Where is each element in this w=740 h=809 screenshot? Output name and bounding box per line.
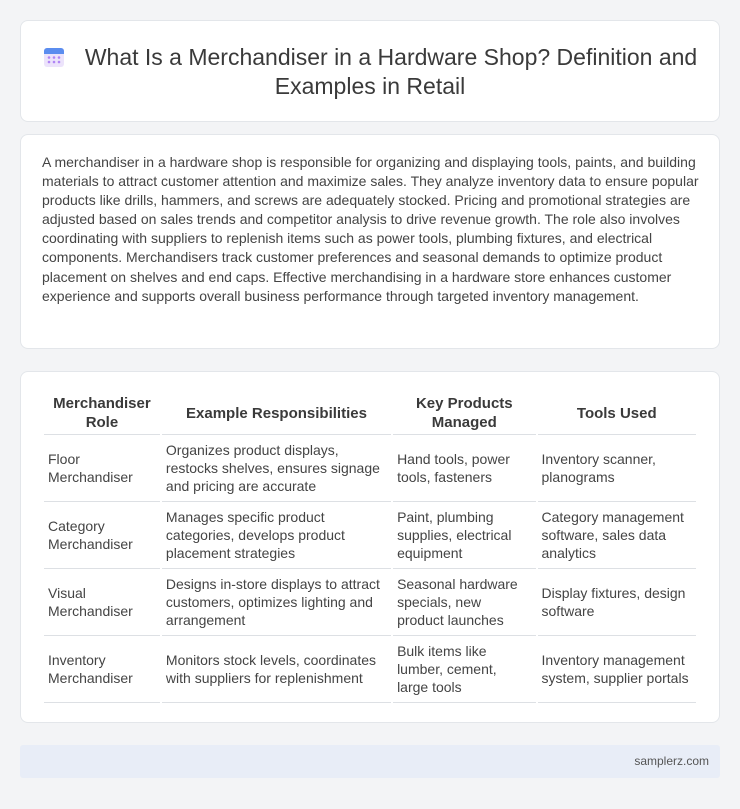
roles-table [42,392,698,703]
table-row [44,636,696,703]
footer-site-link[interactable]: samplerz.com [634,754,709,768]
page-title-text: What Is a Merchandiser in a Hardware Shop? Definition and Examples in Retail [84,44,698,99]
table-card [20,371,720,723]
table-row [44,435,696,502]
description-card [20,134,720,349]
cell-responsibilities: Manages specific product categories, develops product placement strategies [162,502,391,569]
cell-products: Bulk items like lumber, cement, large tools [393,636,535,703]
cell-tools: Display fixtures, design software [538,569,696,636]
cell-tools: Category management software, sales data analytics [538,502,696,569]
title-wrap [21,43,719,101]
cell-role: Inventory Merchandiser [44,636,160,703]
cell-role: Category Merchandiser [44,502,160,569]
table-row [44,569,696,636]
calendar-icon [43,46,65,68]
footer-bar [20,745,720,778]
header-responsibilities: Example Responsibilities [162,392,391,435]
cell-responsibilities: Monitors stock levels, coordinates with suppliers for replenishment [162,636,391,703]
cell-products: Seasonal hardware specials, new product launches [393,569,535,636]
cell-role: Visual Merchandiser [44,569,160,636]
cell-responsibilities: Designs in-store displays to attract customers, optimizes lighting and arrangement [162,569,391,636]
cell-tools: Inventory management system, supplier portals [538,636,696,703]
cell-role: Floor Merchandiser [44,435,160,502]
cell-responsibilities: Organizes product displays, restocks shelves, ensures signage and pricing are accurate [162,435,391,502]
page-title [21,43,719,101]
description-text: A merchandiser in a hardware shop is responsible for organizing and displaying tools, paints, and building materials to attract customer attention and maximize sales. They analyze inventory data to ensure popular products like drills, hammers, and screws are adequately stocked. Pricing and promotional strategies are adjusted based on sales trends and competitor analysis to drive revenue growth. The role also involves coordinating with suppliers to replenish items such as power tools, plumbing fixtures, and electrical components. Merchandisers track customer preferences and seasonal demands to optimize product placement on shelves and end caps. Effective merchandising in a hardware store enhances customer experience and supports overall business performance through targeted inventory management. [42,154,699,304]
table-row [44,502,696,569]
cell-products: Hand tools, power tools, fasteners [393,435,535,502]
table-header-row [44,392,696,435]
header-products: Key Products Managed [393,392,535,435]
header-tools: Tools Used [538,392,696,435]
cell-tools: Inventory scanner, planograms [538,435,696,502]
title-card [20,20,720,122]
cell-products: Paint, plumbing supplies, electrical equipment [393,502,535,569]
header-role: Merchandiser Role [44,392,160,435]
